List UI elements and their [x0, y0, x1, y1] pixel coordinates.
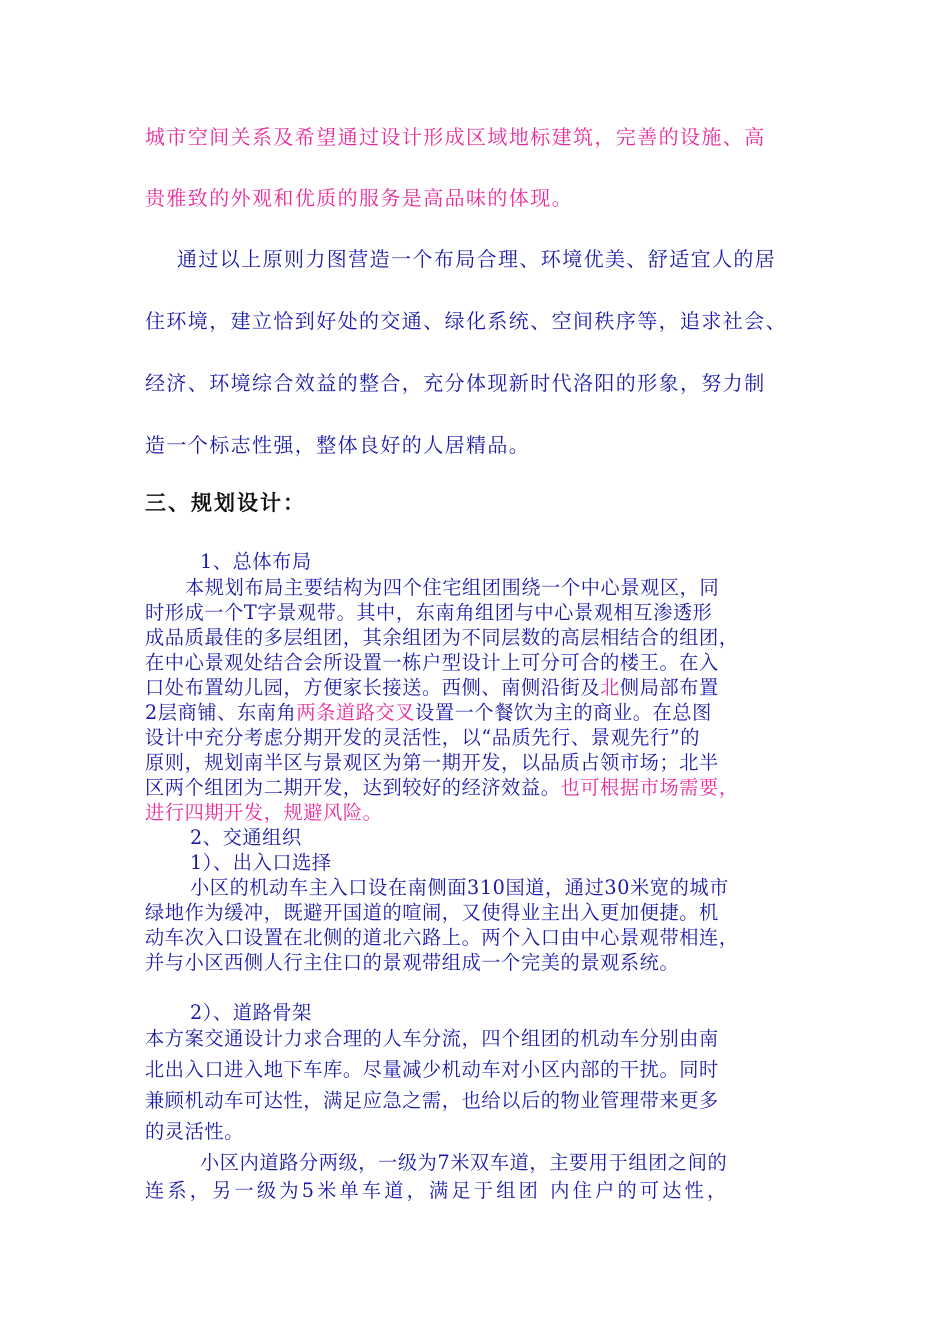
traffic-p2-line-4 [145, 1119, 244, 1145]
traffic-p1-line-3: 动车次入口设置在北侧的道北六路上。两个入口由中心景观带相连， [145, 926, 739, 949]
intro-line-6-text: 造一个标志性强，整体良好的人居精品。 [145, 433, 531, 457]
intro-line-1: 城市空间关系及希望通过设计形成区域地标建筑，完善的设施、高 [145, 125, 766, 149]
intro-line-2 [145, 185, 573, 211]
layout-line-3: 成品质最佳的多层组团，其余组团为不同层数的高层相结合的组团， [145, 626, 739, 649]
layout-line-10-text: 进行四期开发，规避风险。 [145, 801, 383, 824]
section-heading: 三、规划设计： [145, 491, 306, 515]
traffic-sub-2: 2）、道路骨架 [190, 1001, 312, 1024]
layout-line-4: 在中心景观处结合会所设置一栋户型设计上可分可合的楼王。在入 [145, 651, 719, 674]
layout-line-6-start: 2层商铺、东南角 [145, 701, 297, 724]
layout-line-6 [145, 700, 712, 726]
layout-line-9 [145, 775, 739, 801]
layout-line-8: 原则，规划南半区与景观区为第一期开发，以品质占领市场；北半 [145, 751, 719, 774]
traffic-p1-line-2: 绿地作为缓冲，既避开国道的喧闹，又使得业主出入更加便捷。机 [145, 901, 719, 924]
traffic-p2-line-1: 本方案交通设计力求合理的人车分流，四个组团的机动车分别由南 [145, 1027, 719, 1050]
layout-line-6-end: 设置一个餐饮为主的商业。在总图 [415, 701, 712, 724]
traffic-title: 2、交通组织 [190, 826, 302, 849]
traffic-p2-line-3: 兼顾机动车可达性，满足应急之需，也给以后的物业管理带来更多 [145, 1089, 719, 1112]
traffic-p2-line-2: 北出入口进入地下车库。尽量减少机动车对小区内部的干扰。同时 [145, 1058, 719, 1081]
intro-line-6 [145, 432, 530, 458]
intro-line-3: 通过以上原则力图营造一个布局合理、环境优美、舒适宜人的居 [177, 247, 777, 271]
traffic-p1-line-4: 并与小区西侧人行主住口的景观带组成一个完美的景观系统。 [145, 951, 680, 974]
traffic-p3-line-1: 小区内道路分两级，一级为7米双车道，主要用于组团之间的 [200, 1151, 728, 1174]
layout-line-5-end: 侧局部布置 [619, 676, 719, 699]
traffic-p1-line-1: 小区的机动车主入口设在南侧面310国道，通过30米宽的城市 [190, 876, 729, 899]
layout-title: 1、总体布局 [200, 550, 312, 573]
layout-line-10 [145, 800, 382, 826]
layout-line-5-start: 口处布置幼儿园，方便家长接送。西侧、南侧沿街及 [145, 676, 601, 699]
layout-line-1: 本规划布局主要结构为四个住宅组团围绕一个中心景观区，同 [185, 576, 720, 599]
intro-line-5: 经济、环境综合效益的整合，充分体现新时代洛阳的形象，努力制 [145, 371, 766, 395]
layout-line-9-start: 区两个组团为二期开发，达到较好的经济效益。 [145, 776, 561, 799]
layout-line-2: 时形成一个T字景观带。其中，东南角组团与中心景观相互渗透形 [145, 601, 713, 624]
layout-line-9-highlight: 也可根据市场需要， [560, 776, 739, 799]
traffic-p3-line-2: 连系，另一级为5米单车道，满足于组团 内住户的可达性， [145, 1179, 730, 1202]
intro-line-2-text: 贵雅致的外观和优质的服务是高品味的体现。 [145, 186, 573, 210]
layout-line-7: 设计中充分考虑分期开发的灵活性，以“品质先行、景观先行”的 [145, 726, 701, 749]
layout-line-5-highlight: 北 [600, 676, 620, 699]
layout-line-6-highlight: 两条道路交叉 [296, 701, 416, 724]
intro-line-4: 住环境，建立恰到好处的交通、绿化系统、空间秩序等，追求社会、 [145, 309, 787, 333]
traffic-p2-line-4-text: 的灵活性。 [145, 1120, 244, 1143]
traffic-sub-1: 1）、出入口选择 [190, 851, 332, 874]
layout-line-5 [145, 675, 719, 701]
